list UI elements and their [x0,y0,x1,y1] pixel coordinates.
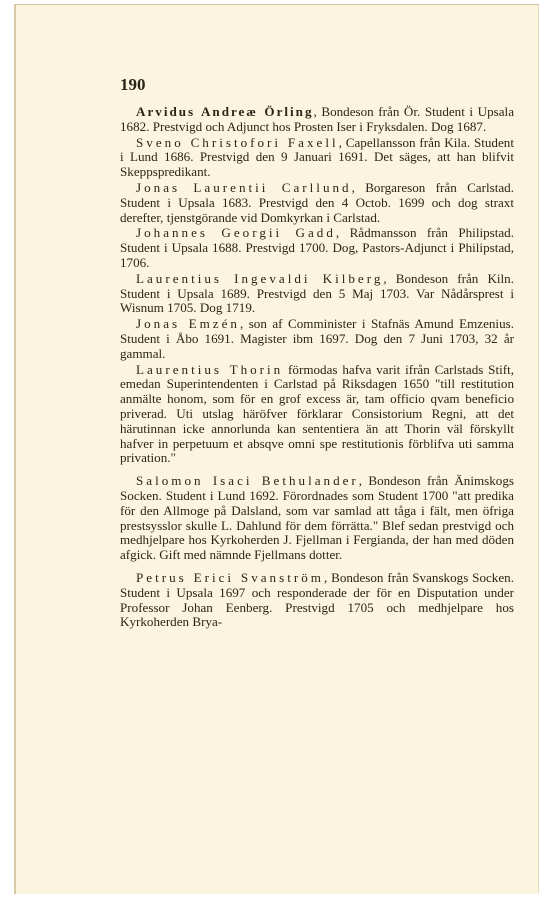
entry-name: Jonas Emzén [136,316,240,332]
entry-text: , Bondeson från Svanskogs Socken. Student i Upsala 1697 och responderade der för en Disputation under Professor Johan Eenberg. Prestvigd 1705 och medhjelpare hos Kyrkoherden Brya- [120,569,514,630]
page-body [120,105,514,631]
entry-text: , Rådmansson från Philipstad. Student i Upsala 1688. Prestvigd 1700. Dog, Pastors-Adjunct i Philipstad, 1706. [120,225,515,270]
entry-kilberg [120,272,514,316]
entry-name: Jonas Laurentii Carllund [136,179,352,195]
entry-text: , Borgareson från Carlstad. Student i Upsala 1683. Prestvigd den 4 Octob. 1699 och dog straxt derefter, tjenstgörande vid Domkyrkan i Carlstad. [120,179,514,225]
entry-svanstrom [120,571,514,630]
entry-text: , Bondeson från Kiln. Student i Upsala 1689. Prestvigd den 5 Maj 1703. Var Nådårsprest i Wisnum 1705. Dog 1719. [120,270,514,316]
entry-carllund [120,181,514,225]
entry-bethulander [120,474,514,563]
entry-name: Johannes Georgii Gadd [136,225,336,241]
entry-gadd [120,226,514,270]
entry-orling [120,105,514,135]
entry-faxell [120,136,514,180]
entry-name: Laurentius Thorin [136,361,284,377]
entry-name: Arvidus Andreæ Örling [136,104,314,119]
book-page [14,4,539,894]
entry-text: förmodas hafva varit ifrån Carlstads Stift, emedan Superintendenten i Carlstad på Riksdagen 1650 "till restitution anmälte honom, som för en grof excess är, tam officio qvam beneficio priverad. Uti utslag häröfver förklarar Consistorium Regni, att det härutinnan icke annorlunda kan sententiera än att Thorin väl förskyllt hafver in perpetuum et absqve omni spe restitutionis förblifva uti samma privation." [120,361,514,466]
entry-text: , Capellansson från Kila. Student i Lund 1686. Prestvigd den 9 Januari 1691. Det säges, att han blifvit Skeppspredikant. [120,134,514,180]
entry-name: Laurentius Ingevaldi Kilberg [136,270,384,286]
entry-thorin [120,363,514,467]
entry-name: Sveno Christofori Faxell [136,134,339,150]
page-number: 190 [120,75,146,94]
entry-name: Salomon Isaci Bethulander [136,473,359,489]
entry-text: , Bondeson från Ör. Student i Upsala 1682. Prestvigd och Adjunct hos Prosten Iser i Fryksdalen. Dog 1687. [120,104,515,134]
entry-text: , son af Comminister i Stafnäs Amund Emzenius. Student i Åbo 1691. Magister ibm 1697. Dog den 7 Juni 1703, 32 år gammal. [120,316,514,361]
entry-name: Petrus Erici Svanström [136,569,324,585]
entry-text: , Bondeson från Änimskogs Socken. Student i Lund 1692. Förordnades som Student 1700 "att predika för den Allmoge på Dalsland, som var samlad att tåga i fält, men öfriga prestsysslor skulle L. Dahlund för dem förrätta." Blef sedan prestvigd och medhjelpare hos Kyrkoherden J. Fjellman i Fergianda, der han med döden afgick. Gift med nämnde Fjellmans dotter. [120,473,514,563]
entry-emzen [120,317,514,361]
